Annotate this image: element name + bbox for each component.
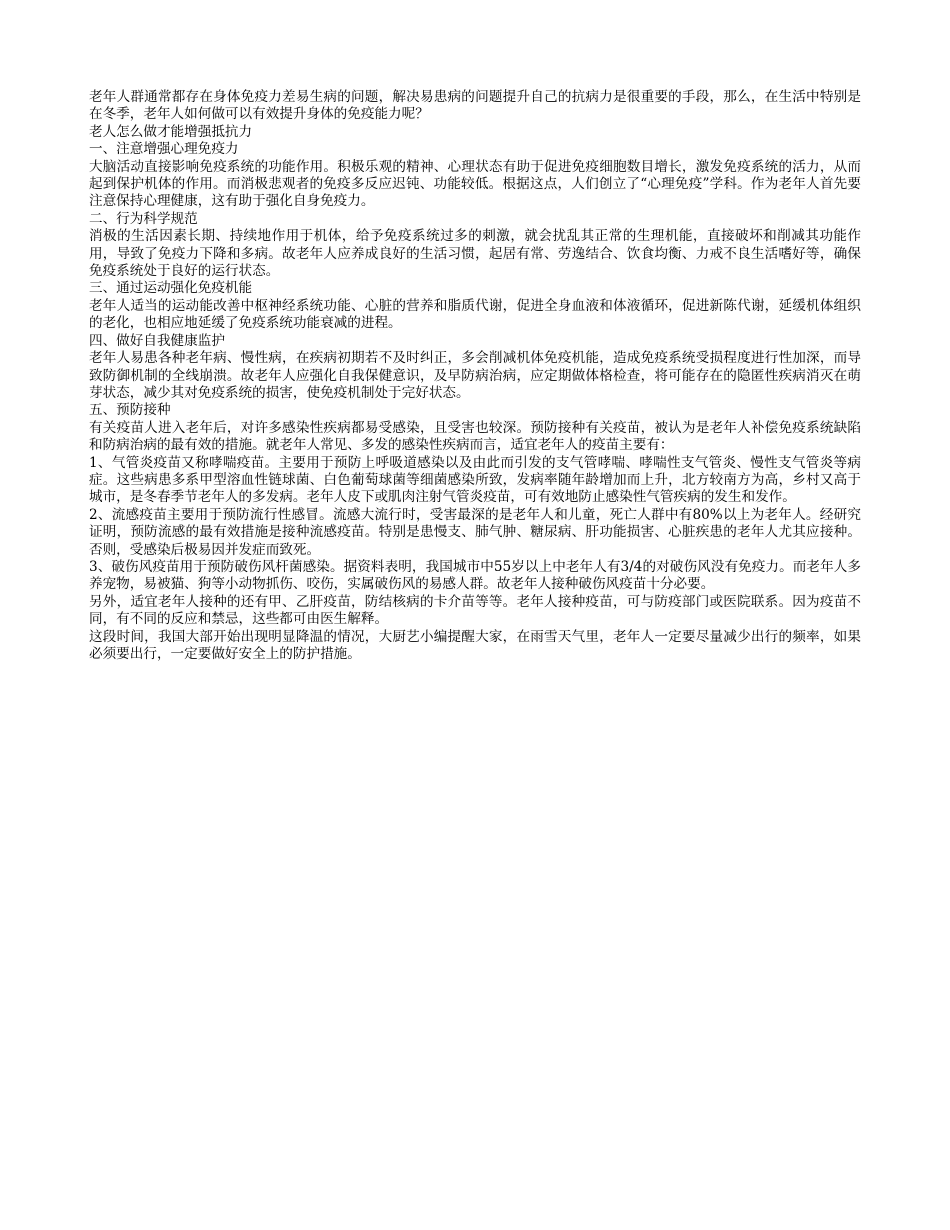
section-heading-2: 二、行为科学规范 [89,210,198,227]
vaccine-item-1: 1、气管炎疫苗又称哮喘疫苗。主要用于预防上呼吸道感染以及由此而引发的支气管哮喘、哮喘性支气管炎、慢性支气管炎等病症。这些病患多系甲型溶血性链球菌、白色葡萄球菌等细菌感染所致，发病率随年龄增加而上升，北方较南方为高，乡村又高于城市，是冬春季节老年人的多发病。老年人皮下或肌肉注射气管炎疫苗，可有效地防止感染性气管疾病的发生和发作。 [89,454,861,506]
closing-paragraph: 这段时间，我国大部开始出现明显降温的情况，大厨艺小编提醒大家，在雨雪天气里，老年人一定要尽量减少出行的频率，如果必须要出行，一定要做好安全上的防护措施。 [89,628,861,662]
section-paragraph-5: 有关疫苗人进入老年后，对许多感染性疾病都易受感染，且受害也较深。预防接种有关疫苗，被认为是老年人补偿免疫系统缺陷和防病治病的最有效的措施。就老年人常见、多发的感染性疾病而言，适宜老年人的疫苗主要有： [89,419,861,454]
article-body [89,89,861,663]
intro-paragraph: 老年人群通常都存在身体免疫力差易生病的问题，解决易患病的问题提升自己的抗病力是很重要的手段，那么，在生活中特别是在冬季，老年人如何做可以有效提升身体的免疫能力呢？ [89,89,861,123]
other-vaccines-paragraph: 另外，适宜老年人接种的还有甲、乙肝疫苗，防结核病的卡介苗等等。老年人接种疫苗，可与防疫部门或医院联系。因为疫苗不同，有不同的反应和禁忌，这些都可由医生解释。 [89,593,861,628]
section-heading-1: 一、注意增强心理免疫力 [89,141,239,158]
section-paragraph-4: 老年人易患各种老年病、慢性病，在疾病初期若不及时纠正，多会削减机体免疫机能，造成免疫系统受损程度进行性加深，而导致防御机制的全线崩溃。故老年人应强化自我保健意识，及早防病治病，应定期做体格检查，将可能存在的隐匿性疾病消灭在萌芽状态，减少其对免疫系统的损害，使免疫机制处于完好状态。 [89,350,861,401]
vaccine-item-2: 2、流感疫苗主要用于预防流行性感冒。流感大流行时，受害最深的是老年人和儿童，死亡人群中有80%以上为老年人。经研究证明，预防流感的最有效措施是接种流感疫苗。特别是患慢支、肺气肿、糖尿病、肝功能损害、心脏疾患的老年人尤其应接种。否则，受感染后极易因并发症而致死。 [89,506,861,558]
section-heading-5: 五、预防接种 [89,402,171,419]
section-paragraph-3: 老年人适当的运动能改善中枢神经系统功能、心脏的营养和脂质代谢，促进全身血液和体液循环，促进新陈代谢，延缓机体组织的老化，也相应地延缓了免疫系统功能衰减的进程。 [89,297,861,332]
section-paragraph-1: 大脑活动直接影响免疫系统的功能作用。积极乐观的精神、心理状态有助于促进免疫细胞数目增长，激发免疫系统的活力，从而起到保护机体的作用。而消极悲观者的免疫多反应迟钝、功能较低。根据这点，人们创立了“心理免疫”学科。作为老年人首先要注意保持心理健康，这有助于强化自身免疫力。 [89,158,861,210]
section-heading-4: 四、做好自我健康监护 [89,332,225,349]
vaccine-item-3: 3、破伤风疫苗用于预防破伤风杆菌感染。据资料表明，我国城市中55岁以上中老年人有3/4的对破伤风没有免疫力。而老年人多养宠物，易被猫、狗等小动物抓伤、咬伤，实属破伤风的易感人群。故老年人接种破伤风疫苗十分必要。 [89,558,861,593]
article-title: 老人怎么做才能增强抵抗力 [89,123,253,140]
section-paragraph-2: 消极的生活因素长期、持续地作用于机体，给予免疫系统过多的刺激，就会扰乱其正常的生理机能，直接破坏和削减其功能作用，导致了免疫力下降和多病。故老年人应养成良好的生活习惯，起居有常、劳逸结合、饮食均衡、力戒不良生活嗜好等，确保免疫系统处于良好的运行状态。 [89,228,861,280]
section-heading-3: 三、通过运动强化免疫机能 [89,280,253,297]
